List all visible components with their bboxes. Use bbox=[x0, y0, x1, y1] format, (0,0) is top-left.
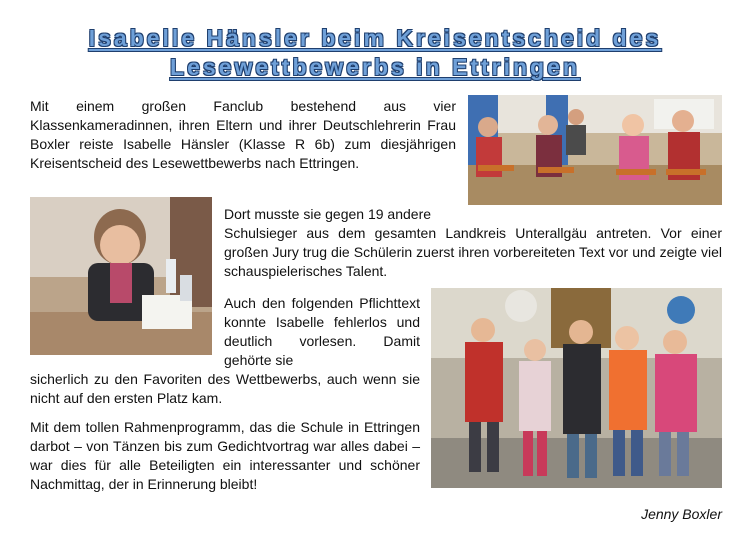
photo-audience bbox=[468, 95, 722, 205]
paragraph-competition: Schulsieger aus dem gesamten Landkreis Unterallgäu antreten. Vor einer großen Jury trug die Schülerin zuerst ihren vorbereiteten Text vor und zeigte viel schauspielerisches Talent. bbox=[224, 225, 722, 279]
photo-group bbox=[431, 288, 722, 488]
title-line-1: Isabelle Hänsler beim Kreisentscheid des bbox=[88, 25, 662, 51]
paragraph-program: Mit dem tollen Rahmenprogramm, das die Schule in Ettringen darbot – von Tänzen bis zum Gedichtvortrag war alles dabei – war dies für alle Beteiligten ein interessanter und schöner Nachmittag, der in Erinnerung bleibt! bbox=[30, 419, 420, 492]
author-signature: Jenny Boxler bbox=[641, 506, 722, 522]
title-line-2: Lesewettbewerbs in Ettringen bbox=[170, 54, 580, 80]
paragraph-intro: Mit einem großen Fanclub bestehend aus vier Klassenkameradinnen, ihren Eltern und ihrer Deutschlehrerin Frau Boxler reiste Isabelle Hänsler (Klasse R 6b) zum diesjährigen Kreisentscheid des Lesewettbewerbs nach Ettringen. bbox=[30, 98, 456, 171]
paragraph-competition-start: Dort musste sie gegen 19 andere bbox=[224, 206, 432, 222]
paragraph-mandatory-text: Auch den folgenden Pflichttext konnte Isabelle fehlerlos und deutlich vorlesen. Damit gehörte sie bbox=[224, 295, 420, 368]
paragraph-favorites: sicherlich zu den Favoriten des Wettbewerbs, auch wenn sie nicht auf den ersten Platz kam. bbox=[30, 371, 420, 406]
article-title bbox=[0, 24, 750, 82]
photo-isabelle-reading bbox=[30, 197, 212, 355]
